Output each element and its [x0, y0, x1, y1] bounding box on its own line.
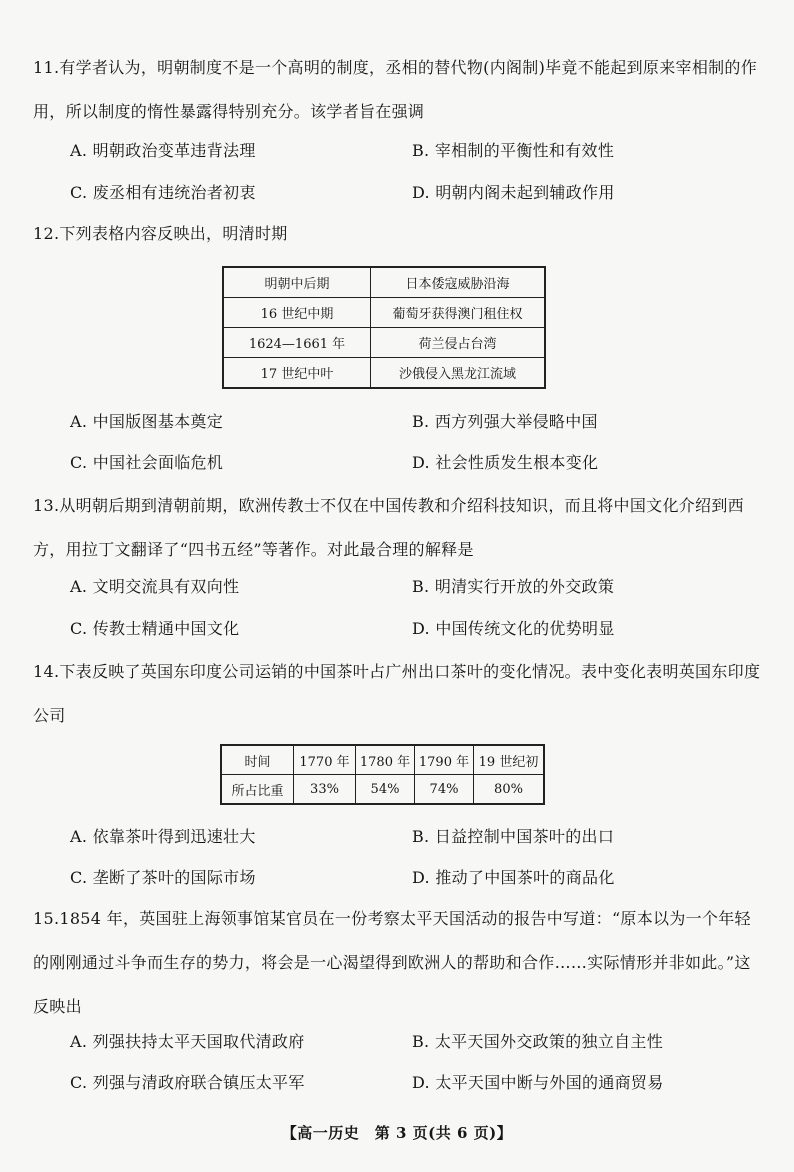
table-header-cell: 1770 年 [294, 745, 356, 775]
question-11-option-c: C. 废丞相有违统治者初衷 [70, 183, 256, 202]
question-15-option-d: D. 太平天国中断与外国的通商贸易 [412, 1073, 664, 1092]
table-row [221, 775, 544, 805]
table-cell: 沙俄侵入黑龙江流域 [371, 358, 546, 389]
question-15-option-a: A. 列强扶持太平天国取代清政府 [70, 1032, 305, 1051]
table-cell: 荷兰侵占台湾 [371, 328, 546, 358]
table-row [223, 298, 545, 328]
table-row [223, 328, 545, 358]
table-header-cell: 19 世纪初 [474, 745, 545, 775]
question-15-option-b: B. 太平天国外交政策的独立自主性 [412, 1032, 664, 1051]
question-14-option-c: C. 垄断了茶叶的国际市场 [70, 868, 256, 887]
question-12-stem: 12.下列表格内容反映出，明清时期 [33, 224, 288, 243]
table-row [223, 358, 545, 389]
table-header-cell: 时间 [221, 745, 294, 775]
table-cell: 74% [415, 775, 474, 805]
question-14-option-a: A. 依靠茶叶得到迅速壮大 [70, 827, 256, 846]
table-cell: 日本倭寇威胁沿海 [371, 267, 546, 298]
table-cell: 17 世纪中叶 [223, 358, 371, 389]
question-13-option-a: A. 文明交流具有双向性 [70, 577, 240, 596]
question-12-option-b: B. 西方列强大举侵略中国 [412, 412, 598, 431]
table-cell: 33% [294, 775, 356, 805]
question-14-option-d: D. 推动了中国茶叶的商品化 [412, 868, 615, 887]
question-11-option-b: B. 宰相制的平衡性和有效性 [412, 141, 615, 160]
table-cell: 80% [474, 775, 545, 805]
question-13-option-d: D. 中国传统文化的优势明显 [412, 619, 615, 638]
page-footer: 【高一历史 第 3 页(共 6 页)】 [281, 1124, 513, 1142]
question-11-option-d: D. 明朝内阁未起到辅政作用 [412, 183, 615, 202]
table-cell: 葡萄牙获得澳门租住权 [371, 298, 546, 328]
question-12-table [222, 266, 546, 389]
question-14-option-b: B. 日益控制中国茶叶的出口 [412, 827, 615, 846]
table-row [223, 267, 545, 298]
table-header-cell: 1780 年 [356, 745, 415, 775]
question-12-option-d: D. 社会性质发生根本变化 [412, 453, 599, 472]
question-13-option-c: C. 传教士精通中国文化 [70, 619, 240, 638]
question-11-option-a: A. 明朝政治变革违背法理 [70, 141, 256, 160]
table-cell: 54% [356, 775, 415, 805]
question-12-option-c: C. 中国社会面临危机 [70, 453, 224, 472]
question-12-option-a: A. 中国版图基本奠定 [70, 412, 224, 431]
table-cell: 16 世纪中期 [223, 298, 371, 328]
table-row [221, 745, 544, 775]
table-header-cell: 1790 年 [415, 745, 474, 775]
question-13-stem: 13.从明朝后期到清朝前期，欧洲传教士不仅在中国传教和介绍科技知识，而且将中国文化介绍到西方，用拉丁文翻译了“四书五经”等著作。对此最合理的解释是 [33, 496, 744, 559]
question-13-option-b: B. 明清实行开放的外交政策 [412, 577, 615, 596]
table-cell: 明朝中后期 [223, 267, 371, 298]
question-14-table [220, 744, 545, 805]
question-15-stem: 15.1854 年，英国驻上海领事馆某官员在一份考察太平天国活动的报告中写道：“原本以为一个年轻的刚刚通过斗争而生存的势力，将会是一心渴望得到欧洲人的帮助和合作……实际情形并非如此。”这反映出 [33, 909, 751, 1016]
question-14-stem: 14.下表反映了英国东印度公司运销的中国茶叶占广州出口茶叶的变化情况。表中变化表明英国东印度公司 [33, 662, 761, 725]
question-15-option-c: C. 列强与清政府联合镇压太平军 [70, 1073, 305, 1092]
question-11-stem: 11.有学者认为，明朝制度不是一个高明的制度，丞相的替代物(内阁制)毕竟不能起到原来宰相制的作用，所以制度的惰性暴露得特别充分。该学者旨在强调 [33, 58, 758, 121]
table-cell: 所占比重 [221, 775, 294, 805]
table-cell: 1624—1661 年 [223, 328, 371, 358]
